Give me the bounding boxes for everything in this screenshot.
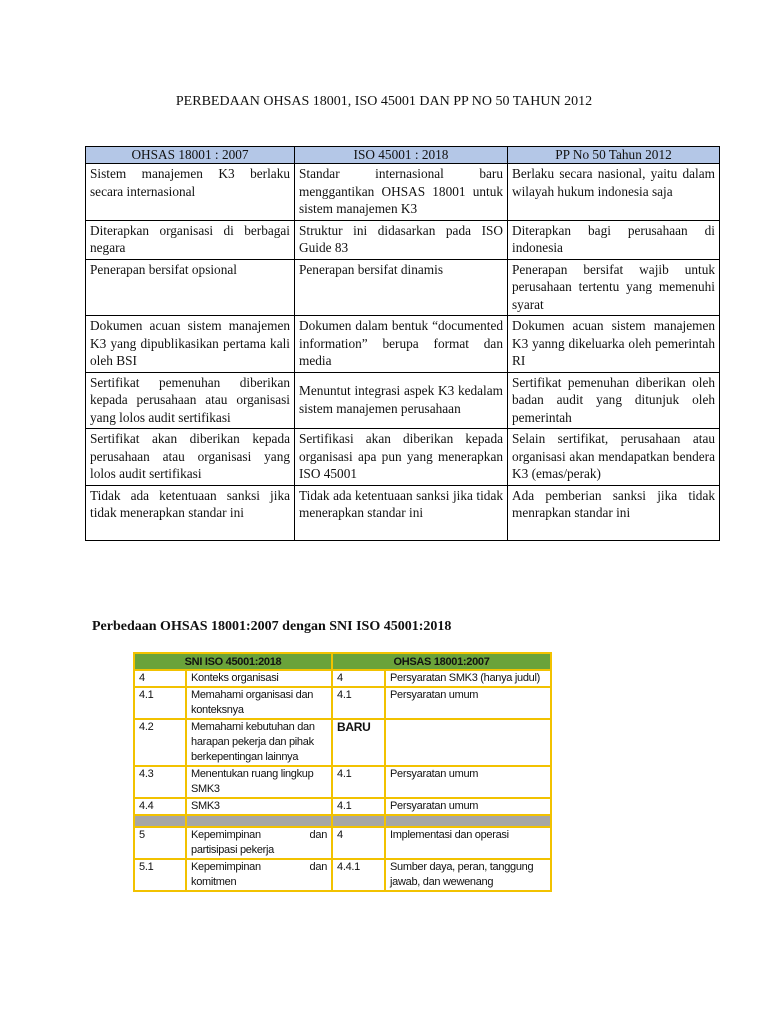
table-cell: Diterapkan organisasi di berbagai negara [86, 220, 295, 259]
table-cell: Sertifikat akan diberikan kepada perusahaan atau organisasi yang lolos audit sertifikasi [86, 429, 295, 486]
clause-title: Memahami organisasi dan konteksnya [186, 687, 332, 719]
clause-number: 4.1 [332, 798, 385, 815]
table-cell: Sertifikasi akan diberikan kepada organisasi apa pun yang menerapkan ISO 45001 [295, 429, 508, 486]
clause-table-header-row [134, 653, 551, 670]
clause-number: 5 [134, 827, 186, 859]
table-cell: Tidak ada ketentuaan sanksi jika tidak menerapkan standar ini [295, 485, 508, 540]
section-title: Perbedaan OHSAS 18001:2007 dengan SNI ISO 45001:2018 [92, 619, 452, 634]
table-cell: Dokumen dalam bentuk “documented information” berupa format dan media [295, 316, 508, 373]
clause-title: Menentukan ruang lingkup SMK3 [186, 766, 332, 798]
clause-title [385, 719, 551, 766]
table-row [134, 670, 551, 687]
clause-title: Implementasi dan operasi [385, 827, 551, 859]
clause-title: Konteks organisasi [186, 670, 332, 687]
table-cell: Struktur ini didasarkan pada ISO Guide 83 [295, 220, 508, 259]
clause-number: 4 [134, 670, 186, 687]
table-row [86, 485, 720, 540]
clause-number: 4 [332, 827, 385, 859]
table-row [134, 859, 551, 891]
header-ohsas: OHSAS 18001 : 2007 [86, 147, 295, 164]
table-row [134, 687, 551, 719]
clause-number: 4.4 [134, 798, 186, 815]
clause-number: 4.1 [332, 766, 385, 798]
table-row [86, 259, 720, 316]
table-cell: Berlaku secara nasional, yaitu dalam wilayah hukum indonesia saja [508, 164, 720, 221]
clause-number: 4.1 [134, 687, 186, 719]
table-cell: Penerapan bersifat opsional [86, 259, 295, 316]
table-cell: Dokumen acuan sistem manajemen K3 yanng dikeluarka oleh pemerintah RI [508, 316, 720, 373]
comparison-table-header-row [86, 147, 720, 164]
clause-number: 4 [332, 670, 385, 687]
clause-title: Kepemimpinan dan komitmen [186, 859, 332, 891]
table-row [86, 429, 720, 486]
table-cell: Penerapan bersifat dinamis [295, 259, 508, 316]
table-cell: Selain sertifikat, perusahaan atau organisasi akan mendapatkan bendera K3 (emas/perak) [508, 429, 720, 486]
table-cell: Menuntut integrasi aspek K3 kedalam sistem manajemen perusahaan [295, 372, 508, 429]
table-cell: Diterapkan bagi perusahaan di indonesia [508, 220, 720, 259]
header-ohsas: OHSAS 18001:2007 [332, 653, 551, 670]
clause-title: SMK3 [186, 798, 332, 815]
table-cell: Sertifikat pemenuhan diberikan kepada perusahaan atau organisasi yang lolos audit sertifikasi [86, 372, 295, 429]
header-pp: PP No 50 Tahun 2012 [508, 147, 720, 164]
separator-cell [134, 815, 186, 827]
clause-title: Persyaratan SMK3 (hanya judul) [385, 670, 551, 687]
table-row [134, 766, 551, 798]
clause-number: 4.4.1 [332, 859, 385, 891]
clause-title: Persyaratan umum [385, 766, 551, 798]
clause-number: 4.1 [332, 687, 385, 719]
table-row [86, 372, 720, 429]
table-row [86, 316, 720, 373]
table-cell: Tidak ada ketentuaan sanksi jika tidak menerapkan standar ini [86, 485, 295, 540]
table-cell: Sistem manajemen K3 berlaku secara internasional [86, 164, 295, 221]
table-row [134, 719, 551, 766]
clause-title: Persyaratan umum [385, 687, 551, 719]
header-iso: ISO 45001 : 2018 [295, 147, 508, 164]
header-sni-iso: SNI ISO 45001:2018 [134, 653, 332, 670]
table-cell: Ada pemberian sanksi jika tidak menrapkan standar ini [508, 485, 720, 540]
new-clause-label: BARU [332, 719, 385, 766]
table-cell: Dokumen acuan sistem manajemen K3 yang dipublikasikan pertama kali oleh BSI [86, 316, 295, 373]
clause-mapping-table [133, 652, 552, 892]
clause-title: Persyaratan umum [385, 798, 551, 815]
table-row [86, 164, 720, 221]
table-cell: Standar internasional baru menggantikan OHSAS 18001 untuk sistem manajemen K3 [295, 164, 508, 221]
separator-cell [385, 815, 551, 827]
separator-row [134, 815, 551, 827]
table-row [134, 798, 551, 815]
clause-number: 5.1 [134, 859, 186, 891]
separator-cell [186, 815, 332, 827]
comparison-table [85, 146, 720, 541]
clause-number: 4.2 [134, 719, 186, 766]
clause-title: Sumber daya, peran, tanggung jawab, dan wewenang [385, 859, 551, 891]
table-cell: Penerapan bersifat wajib untuk perusahaan tertentu yang memenuhi syarat [508, 259, 720, 316]
table-cell: Sertifikat pemenuhan diberikan oleh badan audit yang ditunjuk oleh pemerintah [508, 372, 720, 429]
clause-title: Memahami kebutuhan dan harapan pekerja dan pihak berkepentingan lainnya [186, 719, 332, 766]
clause-title: Kepemimpinan dan partisipasi pekerja [186, 827, 332, 859]
table-row [86, 220, 720, 259]
clause-number: 4.3 [134, 766, 186, 798]
separator-cell [332, 815, 385, 827]
page-title: PERBEDAAN OHSAS 18001, ISO 45001 DAN PP NO 50 TAHUN 2012 [175, 94, 593, 109]
table-row [134, 827, 551, 859]
